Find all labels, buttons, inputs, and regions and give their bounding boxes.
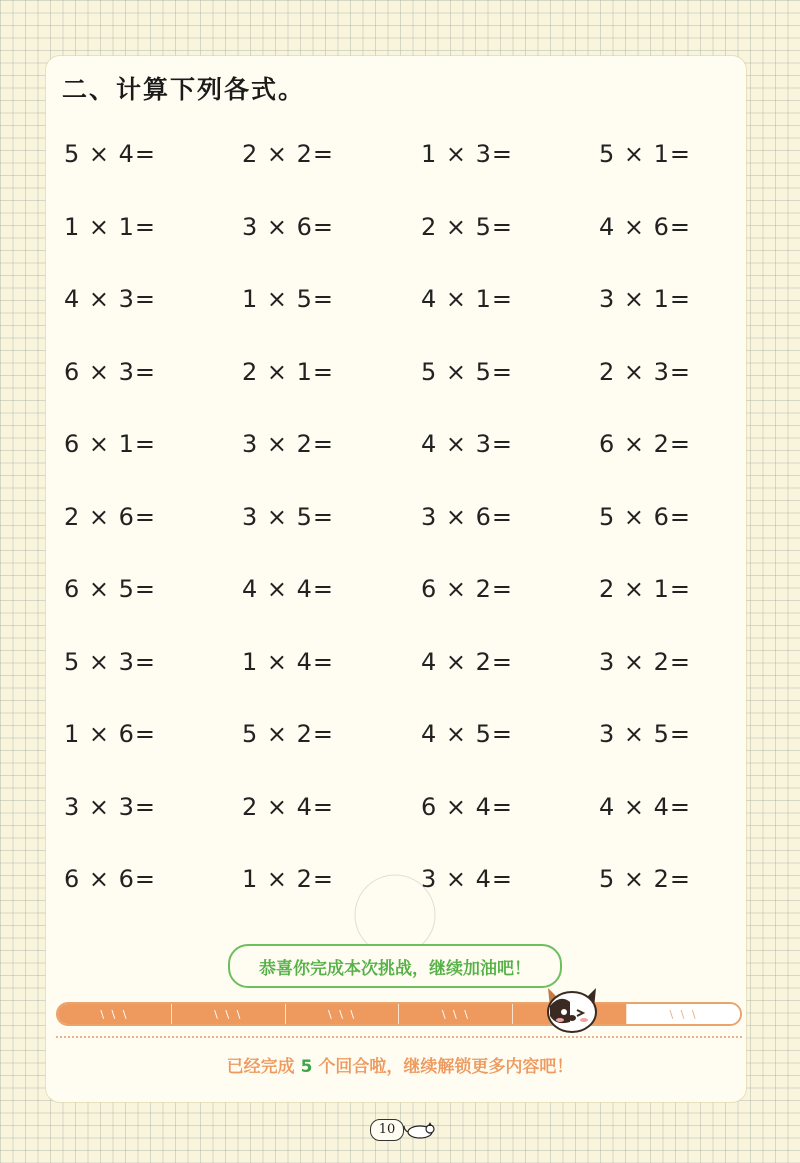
problem-8-4: 3 × 2=: [599, 647, 692, 676]
progress-segment-empty: \ \ \: [627, 1004, 740, 1024]
problem-8-1: 5 × 3=: [64, 647, 157, 676]
problem-6-4: 5 × 6=: [599, 502, 692, 531]
problem-1-1: 5 × 4=: [64, 140, 157, 168]
problem-4-1: 6 × 3=: [64, 357, 157, 386]
problem-10-1: 3 × 3=: [64, 792, 157, 821]
progress-segment-completed: \ \ \: [172, 1004, 286, 1024]
problem-11-1: 6 × 6=: [64, 865, 157, 893]
problem-8-2: 1 × 4=: [242, 647, 335, 676]
problem-11-3: 3 × 4=: [421, 865, 514, 893]
progress-bar: [56, 1002, 742, 1026]
progress-segment-completed: \ \ \: [286, 1004, 400, 1024]
status-prefix: 已经完成: [226, 1057, 301, 1077]
problem-10-4: 4 × 4=: [599, 792, 692, 821]
divider: [56, 1036, 742, 1038]
problem-4-2: 2 × 1=: [242, 357, 335, 386]
problem-7-2: 4 × 4=: [242, 575, 335, 603]
problem-11-4: 5 × 2=: [599, 865, 692, 893]
problem-2-1: 1 × 1=: [64, 212, 157, 241]
problem-3-4: 3 × 1=: [599, 285, 692, 313]
problem-9-2: 5 × 2=: [242, 720, 335, 748]
progress-status-text: [0, 1052, 800, 1077]
section-title: 二、计算下列各式。: [62, 75, 306, 104]
problem-9-3: 4 × 5=: [421, 720, 514, 748]
problem-8-3: 4 × 2=: [421, 647, 514, 676]
problem-1-3: 1 × 3=: [421, 140, 514, 168]
congrats-banner: 恭喜你完成本次挑战，继续加油吧！: [228, 944, 562, 988]
dog-mascot-icon: [540, 982, 604, 1034]
problem-1-4: 5 × 1=: [599, 140, 692, 168]
problem-3-3: 4 × 1=: [421, 285, 514, 313]
problem-4-3: 5 × 5=: [421, 357, 514, 386]
problem-7-3: 6 × 2=: [421, 575, 514, 603]
page-number: 10: [370, 1119, 404, 1141]
problem-5-2: 3 × 2=: [242, 430, 335, 458]
problem-7-4: 2 × 1=: [599, 575, 692, 603]
problem-6-1: 2 × 6=: [64, 502, 157, 531]
problem-5-3: 4 × 3=: [421, 430, 514, 458]
problem-10-3: 6 × 4=: [421, 792, 514, 821]
problem-4-4: 2 × 3=: [599, 357, 692, 386]
problem-5-1: 6 × 1=: [64, 430, 157, 458]
progress-segment-completed: \ \ \: [58, 1004, 172, 1024]
status-suffix: 个回合啦，继续解锁更多内容吧！: [312, 1057, 574, 1077]
problem-6-3: 3 × 6=: [421, 502, 514, 531]
problem-1-2: 2 × 2=: [242, 140, 335, 168]
problem-10-2: 2 × 4=: [242, 792, 335, 821]
problem-3-2: 1 × 5=: [242, 285, 335, 313]
problem-2-3: 2 × 5=: [421, 212, 514, 241]
problem-6-2: 3 × 5=: [242, 502, 335, 531]
status-count: 5: [300, 1057, 313, 1077]
problem-3-1: 4 × 3=: [64, 285, 157, 313]
page-dog-icon: [402, 1118, 436, 1140]
progress-segment-completed: \ \ \: [399, 1004, 513, 1024]
problem-7-1: 6 × 5=: [64, 575, 157, 603]
problem-5-4: 6 × 2=: [599, 430, 692, 458]
problem-2-4: 4 × 6=: [599, 212, 692, 241]
problem-9-4: 3 × 5=: [599, 720, 692, 748]
problem-9-1: 1 × 6=: [64, 720, 157, 748]
problem-2-2: 3 × 6=: [242, 212, 335, 241]
problem-11-2: 1 × 2=: [242, 865, 335, 893]
